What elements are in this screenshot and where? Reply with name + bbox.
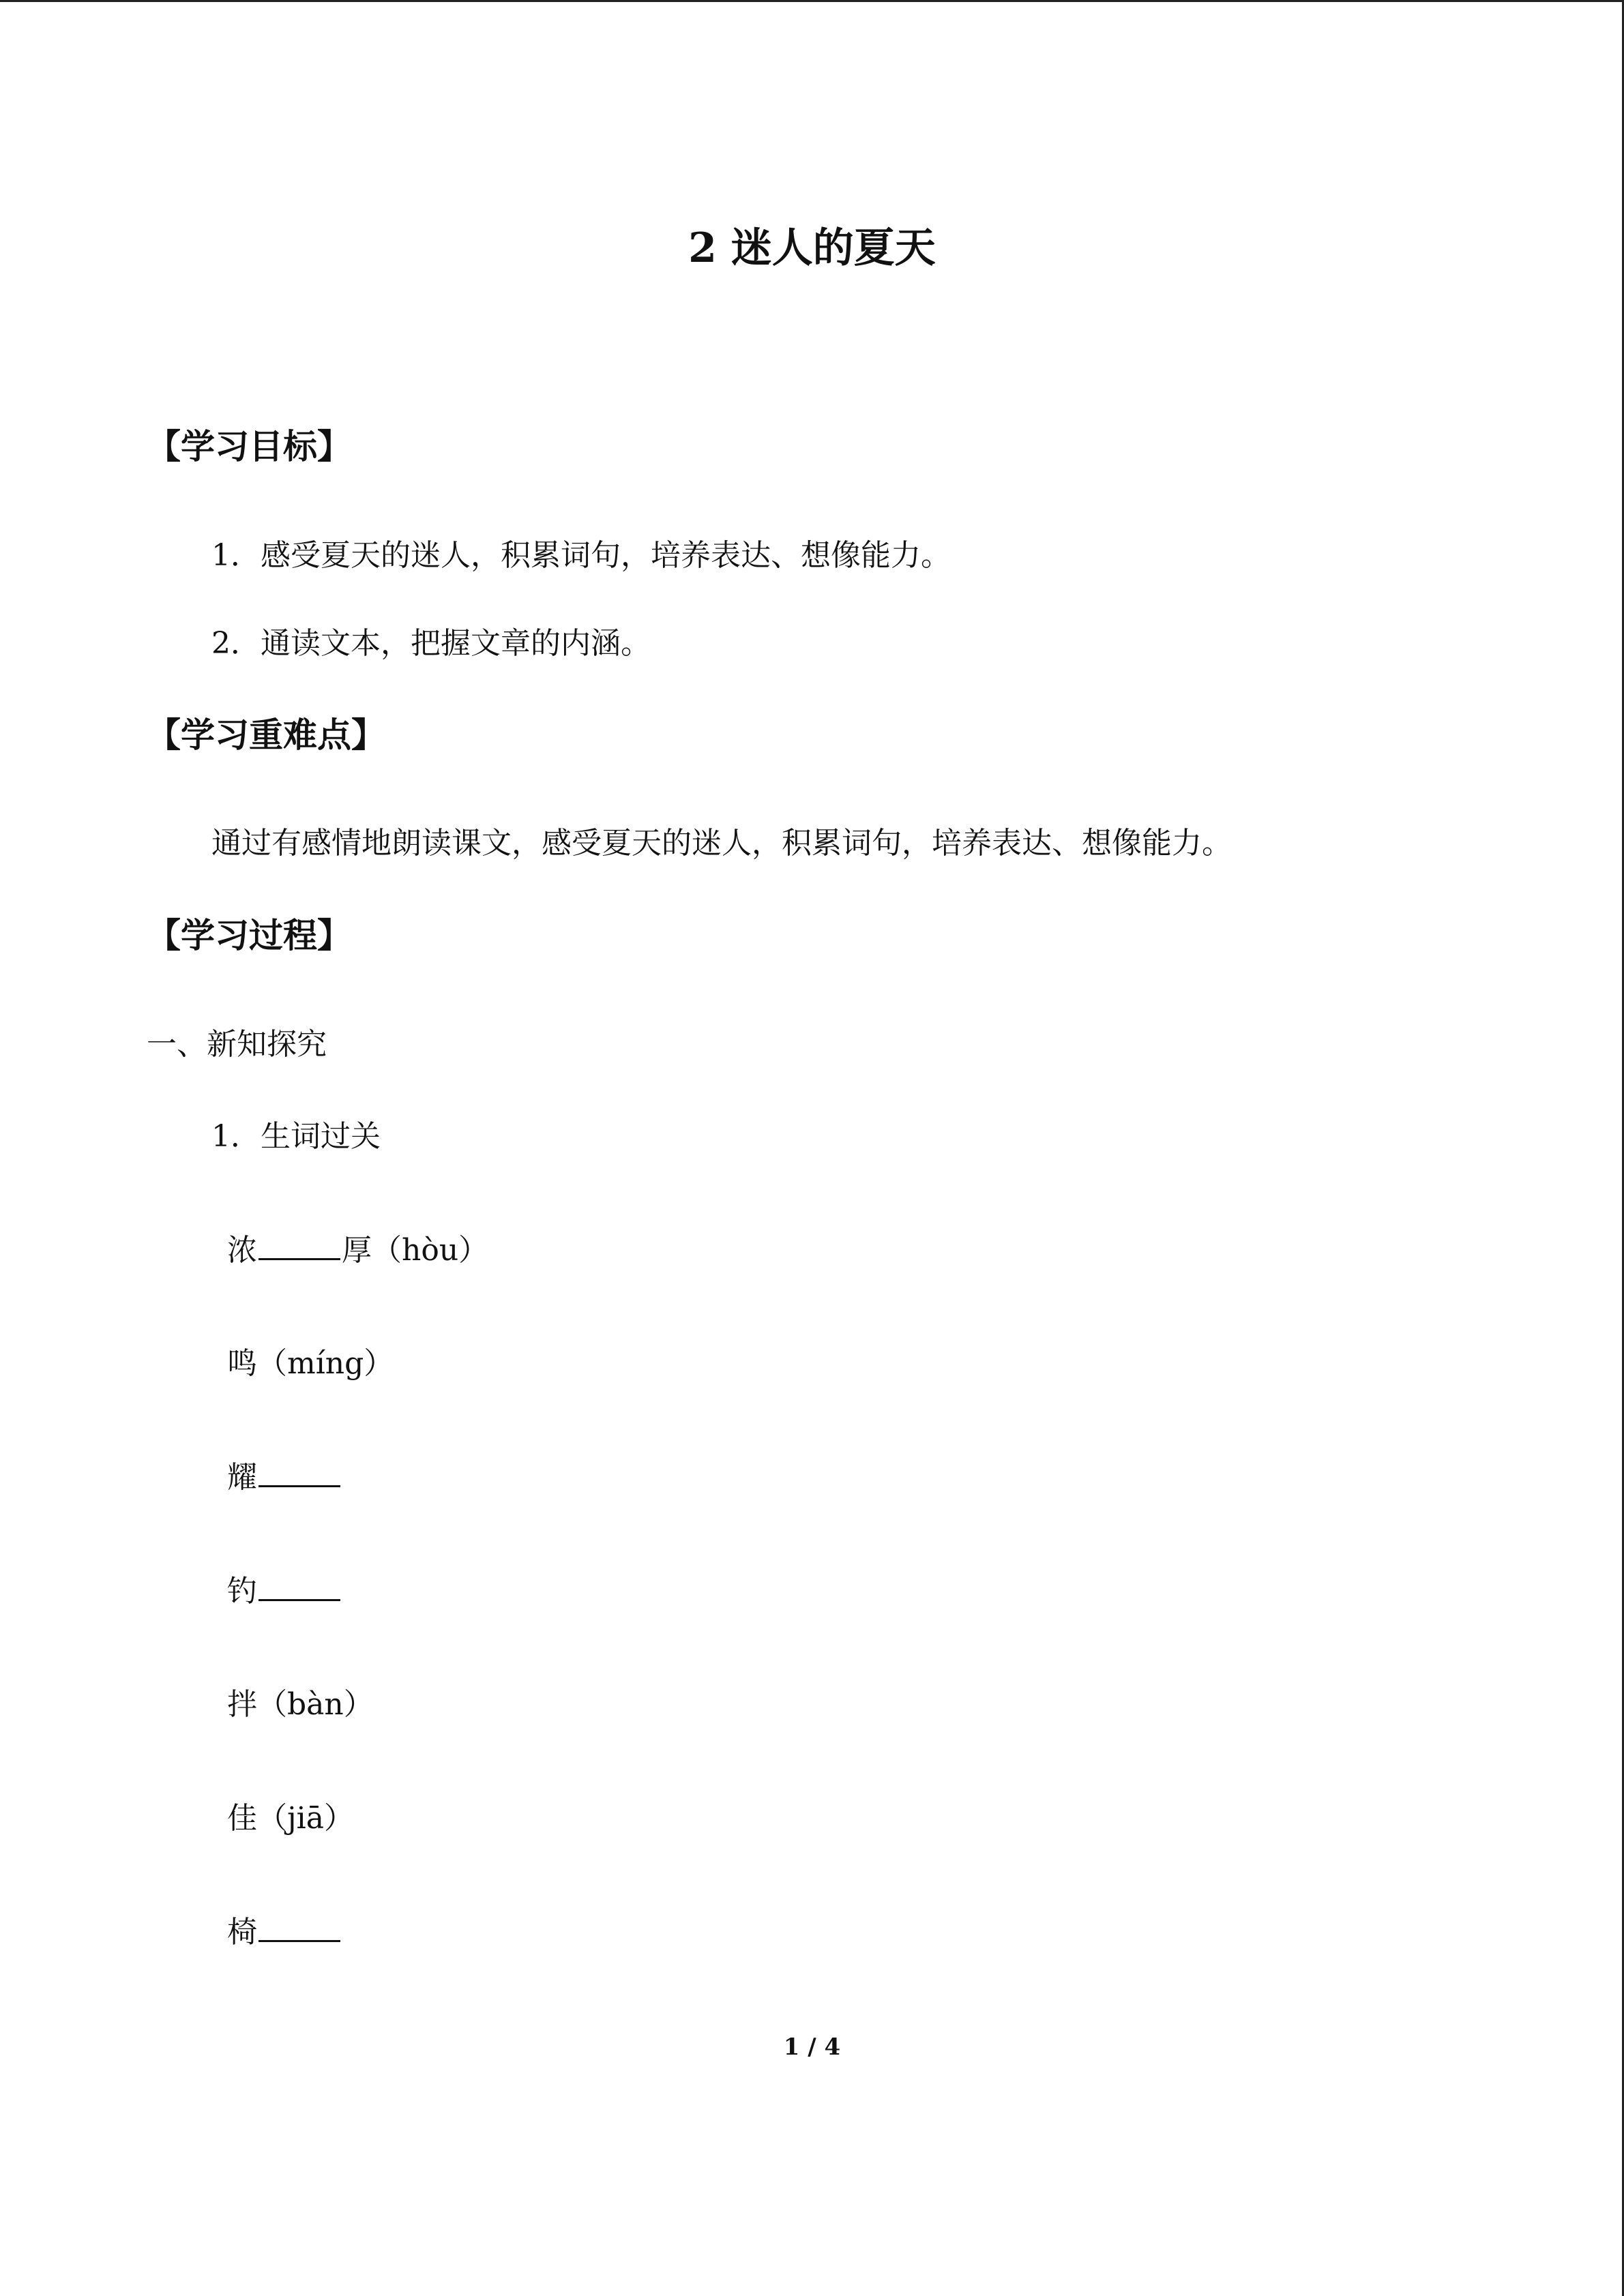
vocab-char: 耀 [227,1460,257,1495]
vocab-item [227,1793,354,1837]
vocab-item [227,1907,342,1951]
answer-blank[interactable] [259,1579,340,1601]
vocab-char: 钓 [227,1574,257,1609]
vocab-char: 椅 [227,1915,257,1950]
answer-blank[interactable] [259,1920,340,1942]
vocab-char: 浓 [227,1233,257,1268]
vocab-item [227,1680,374,1723]
part-1-label: 一、新知探究 [147,1027,327,1062]
vocab-item [227,1452,342,1496]
heading-process: 【学习过程】 [147,915,351,955]
goal-item-2: 2．通读文本，把握文章的内涵。 [211,626,651,661]
page-title: 2 迷人的夏天 [688,224,936,272]
vocab-item [227,1225,488,1269]
key-points-text: 通过有感情地朗读课文，感受夏天的迷人，积累词句，培养表达、想像能力。 [211,826,1232,861]
heading-goals: 【学习目标】 [147,426,351,466]
heading-key-points: 【学习重难点】 [147,715,385,755]
vocab-char: 拌（bàn） [227,1687,374,1722]
vocab-item [227,1339,394,1382]
vocab-char: 鸣（míng） [227,1346,394,1381]
page-number: 1 / 4 [783,2033,841,2061]
vocab-after: 厚（hòu） [342,1233,489,1268]
answer-blank[interactable] [259,1238,340,1260]
answer-blank[interactable] [259,1465,340,1487]
goal-item-1: 1．感受夏天的迷人，积累词句，培养表达、想像能力。 [211,538,951,573]
vocab-item [227,1566,342,1610]
vocab-char: 佳（jiā） [227,1801,354,1836]
sub-1-label: 1．生词过关 [211,1119,381,1154]
